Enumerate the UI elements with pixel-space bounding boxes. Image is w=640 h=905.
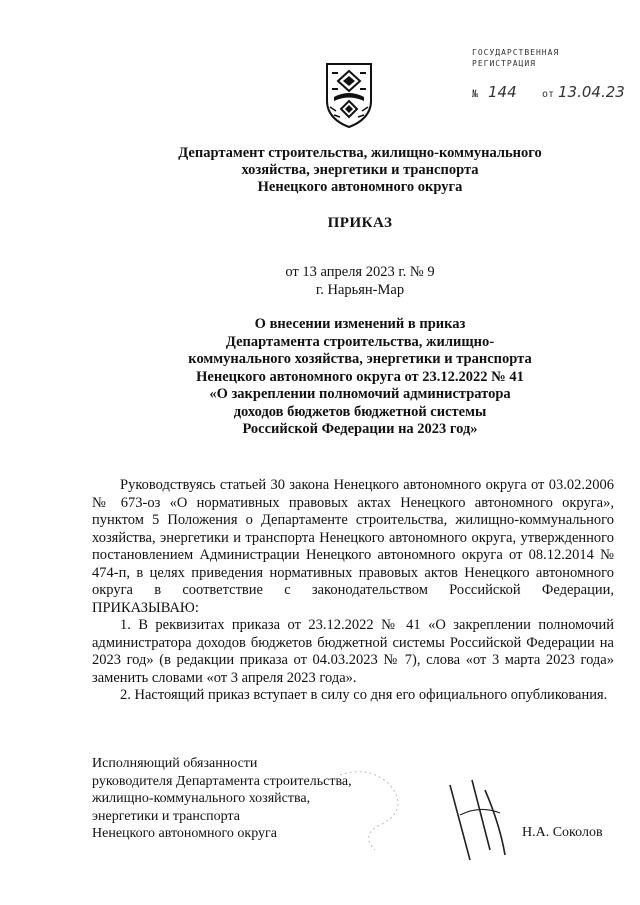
signer-line-3: жилищно-коммунального хозяйства,: [92, 791, 311, 806]
registration-stamp: [472, 47, 632, 105]
stamp-line-2: РЕГИСТРАЦИЯ: [472, 59, 536, 68]
subject-line-2: Департамента строительства, жилищно-: [225, 333, 495, 350]
subject-line-4: Ненецкого автономного округа от 23.12.2022 № 41: [196, 368, 524, 385]
body-paragraph-item-2: 2. Настоящий приказ вступает в силу со дня его официального опубликования.: [120, 687, 608, 703]
stamp-line-1: ГОСУДАРСТВЕННАЯ: [472, 48, 560, 57]
subject-line-7: Российской Федерации на 2023 год»: [242, 421, 478, 437]
subject-line-6: доходов бюджетов бюджетной системы: [233, 403, 487, 420]
org-line-1: Департамент строительства, жилищно-коммунального: [178, 145, 542, 161]
document-subject: [80, 316, 640, 439]
subject-line-1: О внесении изменений в приказ: [254, 316, 466, 332]
coat-of-arms-icon: [324, 61, 374, 129]
document-date: от 13 апреля 2023 г. № 9: [285, 264, 435, 280]
subject-line-5: «О закреплении полномочий администратора: [209, 386, 511, 402]
signer-name: Н.А. Соколов: [522, 825, 603, 840]
body-paragraph-item-1: 1. В реквизитах приказа от 23.12.2022 № 41 «О закреплении полномочий администратора доходов бюджетов бюджетной системы Российской Федерации на 2023 год» (в редакции приказа от 04.03.2023 № 7), слова «от 3 марта 2023 года» заменить словами «от 3 апреля 2023 года».: [92, 617, 614, 686]
signer-position: [92, 755, 352, 843]
document-date-block: [80, 263, 640, 299]
body-paragraph-preamble: Руководствуясь статьей 30 закона Ненецкого автономного округа от 03.02.2006 № 673-оз «О нормативных правовых актах Ненецкого автономного округа», пунктом 5 Положения о Департаменте строительства, жилищно-коммунального хозяйства, энергетики и транспорта Ненецкого автономного округа, утвержденного постановлением Администрации Ненецкого автономного округа от 08.12.2014 № 474-п, в целях приведения нормативных правовых актов Ненецкого автономного округа в соответствие с законодательством Российской Федерации, ПРИКАЗЫВАЮ:: [92, 477, 614, 616]
document-title: ПРИКАЗ: [327, 215, 393, 231]
stamp-date-value: 13.04.23: [558, 83, 625, 101]
stamp-number-label: №: [472, 89, 479, 100]
signer-line-2: руководителя Департамента строительства,: [92, 773, 352, 789]
stamp-number-value: 144: [488, 83, 517, 101]
stamp-date-label: от: [542, 89, 555, 100]
org-line-2: хозяйства, энергетики и транспорта: [241, 162, 479, 178]
document-body: [92, 477, 614, 705]
signer-line-1: Исполняющий обязанности: [92, 756, 258, 771]
document-city: г. Нарьян-Мар: [315, 282, 405, 298]
signer-line-4: энергетики и транспорта: [92, 808, 240, 824]
signer-line-5: Ненецкого автономного округа: [92, 826, 277, 841]
subject-line-3: коммунального хозяйства, энергетики и транспорта: [188, 351, 532, 367]
organization-header: [80, 145, 640, 196]
org-line-3: Ненецкого автономного округа: [257, 179, 463, 195]
